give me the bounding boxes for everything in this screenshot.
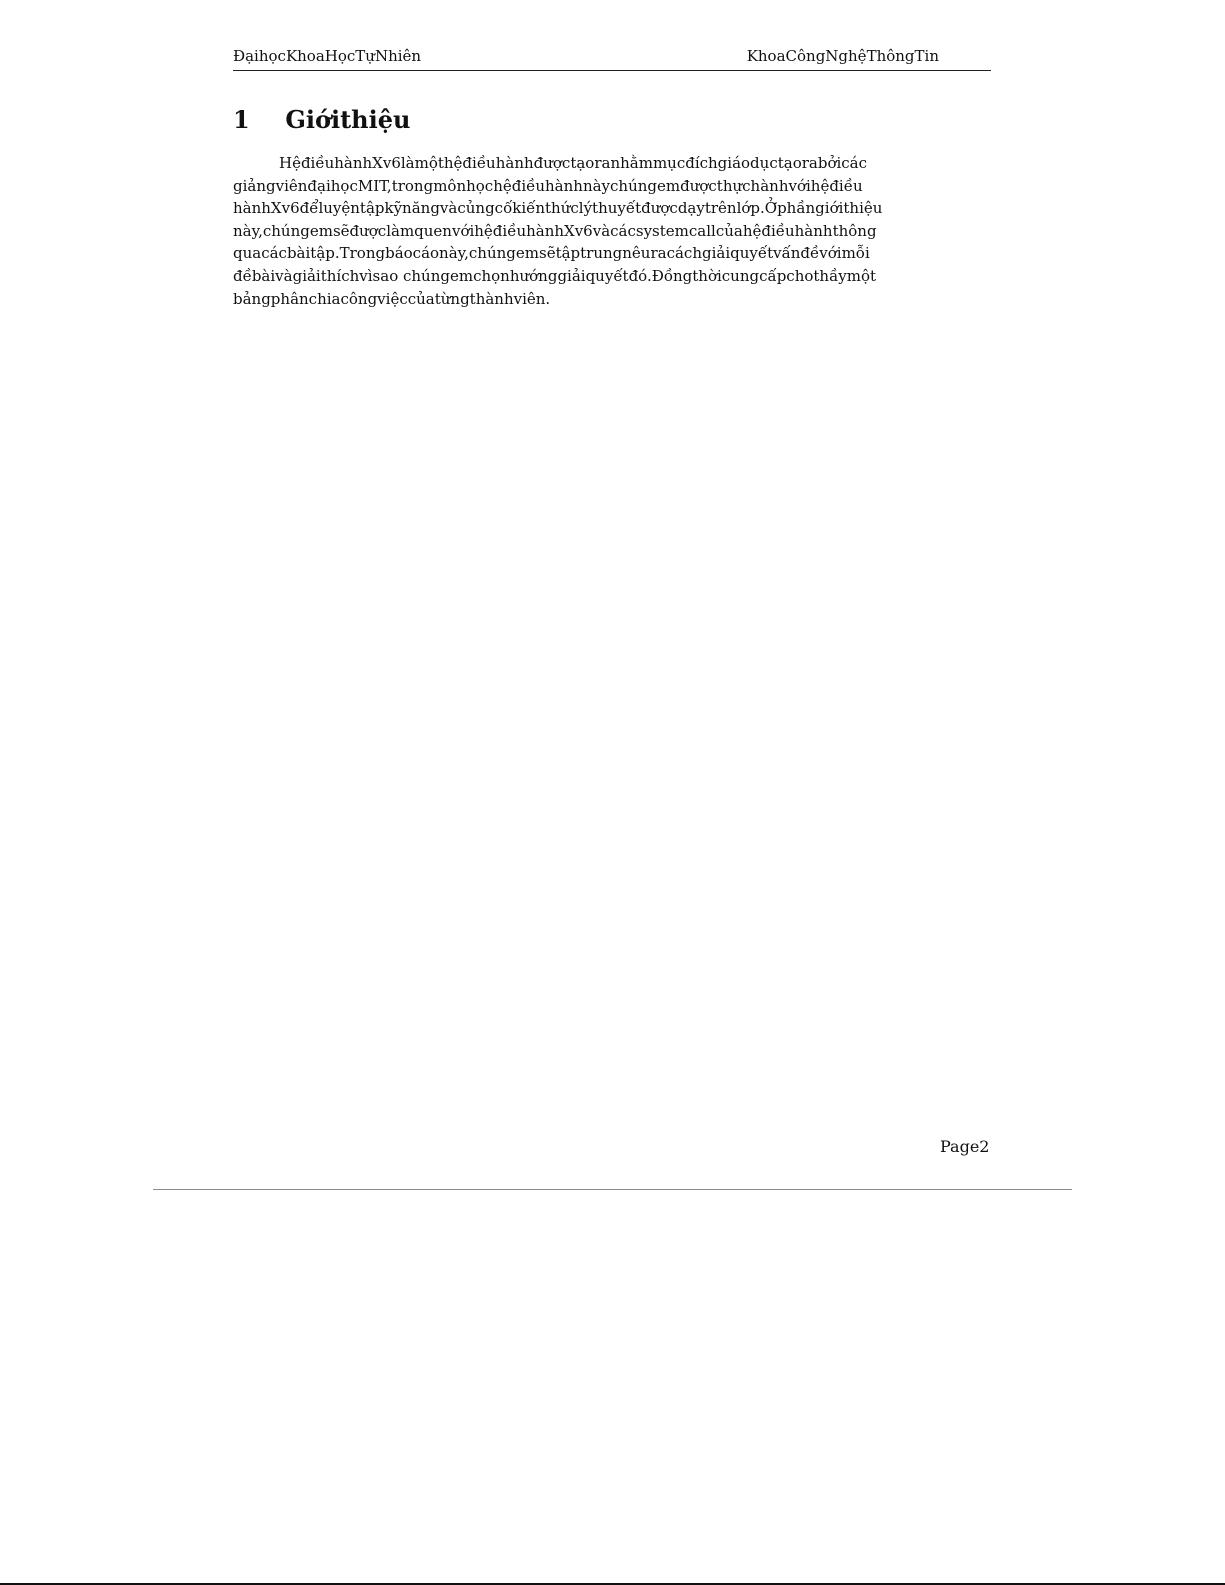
- header-faculty: KhoaCôngNghệThôngTin: [746, 47, 939, 65]
- header-university: ĐạihọcKhoaHọcTựNhiên: [233, 47, 422, 65]
- section-heading: [233, 104, 410, 136]
- section-title: Giớithiệu: [285, 105, 411, 134]
- page-number: Page2: [940, 1137, 990, 1156]
- paragraph-line: này,chúngemsẽđượclàmquenvớihệđiềuhànhXv6vàcácsystemcallcủahệđiềuhànhthông: [233, 221, 877, 240]
- page-header: [233, 44, 991, 71]
- paragraph-line: hànhXv6đểluyệntậpkỹnăngvàcủngcốkiếnthứclýthuyếtđượcdạytrênlớp.Ởphầngiớithiệu: [233, 199, 883, 218]
- section-number: 1: [233, 105, 250, 134]
- paragraph-line: bảngphânchiacôngviệccủatừngthànhviên.: [233, 289, 551, 308]
- body-paragraph: [233, 152, 913, 310]
- paragraph-line: HệđiềuhànhXv6làmộthệđiềuhànhđượctạoranhằmmụcđíchgiáodụctạorabởicác: [279, 154, 868, 172]
- paragraph-line: quacácbàitập.Trongbáocáonày,chúngemsẽtậptrungnêuracáchgiảiquyếtvấnđềvớimỗi: [233, 244, 870, 263]
- page-separator: [153, 1189, 1072, 1190]
- paragraph-line: đềbàivàgiảithíchvìsao chúngemchọnhướnggiảiquyếtđó.Đồngthờicungcấpchothầymột: [233, 266, 877, 285]
- paragraph-line: giảngviênđạihọcMIT,trongmônhọchệđiềuhànhnàychúngemđượcthựchànhvớihệđiều: [233, 176, 863, 195]
